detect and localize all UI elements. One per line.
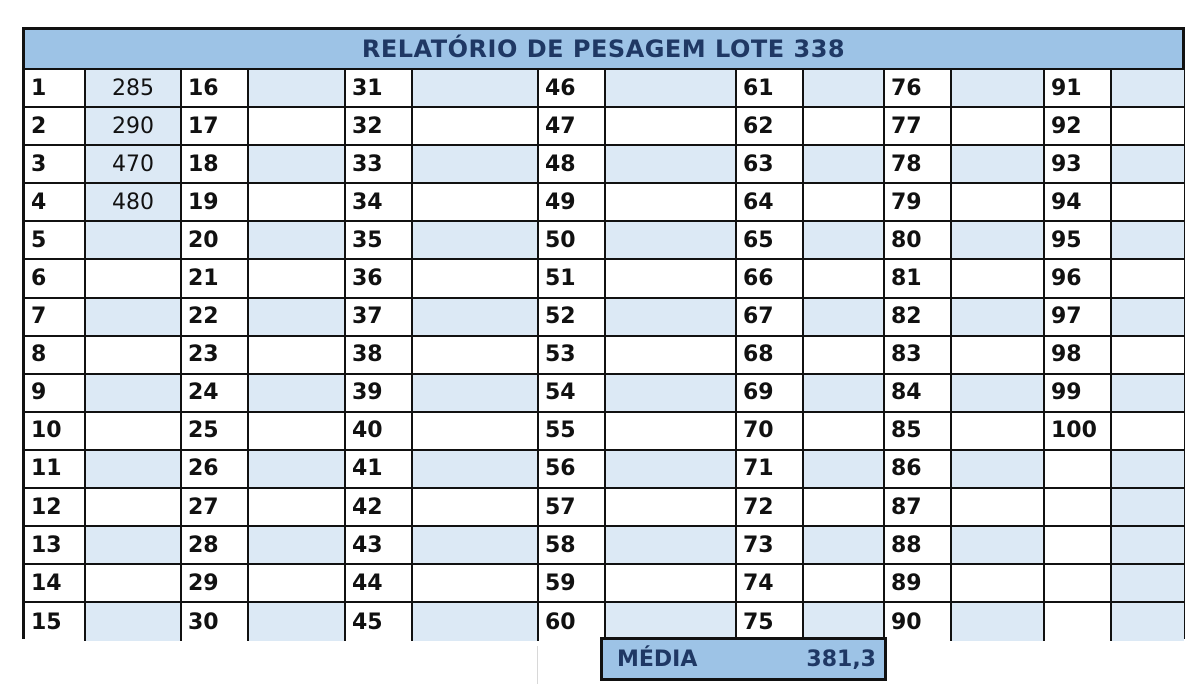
weight-cell <box>606 70 737 108</box>
row-number: 58 <box>539 527 606 565</box>
weight-cell <box>804 565 885 603</box>
row-number: 84 <box>885 375 952 413</box>
weight-cell <box>86 337 182 375</box>
weight-cell <box>249 146 346 184</box>
average-label: MÉDIA <box>617 646 698 672</box>
weight-cell <box>952 146 1045 184</box>
weight-cell: 285 <box>86 70 182 108</box>
weight-cell <box>249 108 346 146</box>
weight-cell <box>413 108 539 146</box>
weight-cell <box>804 184 885 222</box>
weight-cell <box>606 375 737 413</box>
weight-cell <box>1112 451 1184 489</box>
weight-cell <box>86 489 182 527</box>
row-number: 82 <box>885 299 952 337</box>
weight-cell: 480 <box>86 184 182 222</box>
weight-cell <box>249 70 346 108</box>
weight-cell <box>606 146 737 184</box>
row-number: 49 <box>539 184 606 222</box>
weight-cell <box>804 260 885 298</box>
row-number: 39 <box>346 375 413 413</box>
weight-cell <box>606 489 737 527</box>
weight-cell <box>413 146 539 184</box>
row-number: 87 <box>885 489 952 527</box>
row-number: 34 <box>346 184 413 222</box>
row-number: 54 <box>539 375 606 413</box>
row-number: 33 <box>346 146 413 184</box>
weight-cell <box>804 70 885 108</box>
weight-cell <box>249 337 346 375</box>
row-number: 21 <box>182 260 249 298</box>
row-number: 66 <box>737 260 804 298</box>
row-number: 89 <box>885 565 952 603</box>
weight-cell <box>249 603 346 641</box>
weight-cell <box>249 565 346 603</box>
weight-cell <box>804 603 885 641</box>
weight-cell <box>606 603 737 641</box>
row-number: 31 <box>346 70 413 108</box>
weight-cell <box>249 375 346 413</box>
row-number: 65 <box>737 222 804 260</box>
row-number: 56 <box>539 451 606 489</box>
row-number: 43 <box>346 527 413 565</box>
weight-cell <box>606 108 737 146</box>
row-number: 12 <box>25 489 86 527</box>
weight-cell <box>952 489 1045 527</box>
weight-cell <box>952 70 1045 108</box>
weight-cell <box>413 260 539 298</box>
weight-cell <box>804 222 885 260</box>
row-number: 91 <box>1045 70 1112 108</box>
row-number <box>1045 603 1112 641</box>
weight-cell <box>952 337 1045 375</box>
row-number: 7 <box>25 299 86 337</box>
weight-cell <box>952 565 1045 603</box>
row-number: 42 <box>346 489 413 527</box>
row-number <box>1045 489 1112 527</box>
weight-cell <box>952 108 1045 146</box>
row-number: 45 <box>346 603 413 641</box>
row-number: 76 <box>885 70 952 108</box>
row-number: 77 <box>885 108 952 146</box>
row-number: 93 <box>1045 146 1112 184</box>
row-number: 53 <box>539 337 606 375</box>
row-number: 5 <box>25 222 86 260</box>
row-number: 72 <box>737 489 804 527</box>
row-number: 73 <box>737 527 804 565</box>
row-number: 28 <box>182 527 249 565</box>
weight-cell <box>1112 70 1184 108</box>
row-number: 44 <box>346 565 413 603</box>
row-number: 64 <box>737 184 804 222</box>
weight-cell <box>86 260 182 298</box>
row-number <box>1045 527 1112 565</box>
row-number: 97 <box>1045 299 1112 337</box>
row-number <box>1045 565 1112 603</box>
weight-cell <box>804 375 885 413</box>
row-number: 70 <box>737 413 804 451</box>
row-number: 79 <box>885 184 952 222</box>
weight-cell <box>804 337 885 375</box>
weight-cell <box>952 375 1045 413</box>
row-number: 22 <box>182 299 249 337</box>
weight-cell <box>413 222 539 260</box>
row-number: 30 <box>182 603 249 641</box>
weight-cell <box>952 184 1045 222</box>
weight-cell <box>86 603 182 641</box>
weight-cell <box>413 184 539 222</box>
divider <box>537 646 538 684</box>
weight-cell <box>804 489 885 527</box>
row-number: 57 <box>539 489 606 527</box>
weight-cell: 470 <box>86 146 182 184</box>
weight-cell <box>1112 146 1184 184</box>
weight-cell <box>606 260 737 298</box>
row-number: 19 <box>182 184 249 222</box>
weight-cell <box>1112 108 1184 146</box>
weight-cell <box>249 489 346 527</box>
row-number: 41 <box>346 451 413 489</box>
weight-cell <box>606 299 737 337</box>
weight-cell <box>952 527 1045 565</box>
weight-cell <box>606 337 737 375</box>
row-number: 67 <box>737 299 804 337</box>
weight-cell <box>804 146 885 184</box>
weight-cell <box>1112 260 1184 298</box>
row-number: 2 <box>25 108 86 146</box>
weight-cell <box>249 527 346 565</box>
row-number: 50 <box>539 222 606 260</box>
weight-cell <box>804 299 885 337</box>
weight-cell <box>952 222 1045 260</box>
row-number: 95 <box>1045 222 1112 260</box>
weight-cell <box>606 413 737 451</box>
weight-cell <box>413 565 539 603</box>
weight-cell <box>1112 222 1184 260</box>
row-number <box>1045 451 1112 489</box>
row-number: 35 <box>346 222 413 260</box>
row-number: 26 <box>182 451 249 489</box>
weight-cell <box>606 451 737 489</box>
row-number: 27 <box>182 489 249 527</box>
row-number: 55 <box>539 413 606 451</box>
weighing-report-table <box>22 27 1185 639</box>
row-number: 88 <box>885 527 952 565</box>
row-number: 23 <box>182 337 249 375</box>
row-number: 96 <box>1045 260 1112 298</box>
weight-cell <box>804 413 885 451</box>
row-number: 8 <box>25 337 86 375</box>
weight-cell <box>606 222 737 260</box>
weight-cell <box>952 451 1045 489</box>
weight-cell <box>1112 603 1184 641</box>
row-number: 10 <box>25 413 86 451</box>
weight-cell <box>413 70 539 108</box>
row-number: 13 <box>25 527 86 565</box>
weight-cell <box>1112 299 1184 337</box>
weight-cell <box>413 489 539 527</box>
weight-cell <box>249 184 346 222</box>
row-number: 24 <box>182 375 249 413</box>
weight-cell <box>86 413 182 451</box>
row-number: 68 <box>737 337 804 375</box>
row-number: 74 <box>737 565 804 603</box>
weight-cell <box>1112 184 1184 222</box>
row-number: 62 <box>737 108 804 146</box>
row-number: 36 <box>346 260 413 298</box>
weight-cell <box>413 603 539 641</box>
weight-cell <box>952 413 1045 451</box>
weight-cell <box>86 299 182 337</box>
row-number: 92 <box>1045 108 1112 146</box>
weight-cell <box>413 375 539 413</box>
row-number: 69 <box>737 375 804 413</box>
weight-cell <box>606 527 737 565</box>
weight-cell <box>249 413 346 451</box>
row-number: 6 <box>25 260 86 298</box>
row-number: 17 <box>182 108 249 146</box>
row-number: 99 <box>1045 375 1112 413</box>
row-number: 100 <box>1045 413 1112 451</box>
row-number: 52 <box>539 299 606 337</box>
row-number: 29 <box>182 565 249 603</box>
row-number: 90 <box>885 603 952 641</box>
average-box <box>600 637 887 681</box>
weight-cell <box>86 565 182 603</box>
weight-cell <box>249 260 346 298</box>
row-number: 40 <box>346 413 413 451</box>
row-number: 48 <box>539 146 606 184</box>
row-number: 3 <box>25 146 86 184</box>
weight-cell <box>413 299 539 337</box>
row-number: 59 <box>539 565 606 603</box>
weight-cell <box>249 451 346 489</box>
weight-cell <box>249 299 346 337</box>
row-number: 81 <box>885 260 952 298</box>
weight-cell <box>86 375 182 413</box>
row-number: 51 <box>539 260 606 298</box>
row-number: 37 <box>346 299 413 337</box>
weight-cell <box>804 451 885 489</box>
weight-cell <box>413 337 539 375</box>
weight-cell <box>1112 527 1184 565</box>
row-number: 63 <box>737 146 804 184</box>
row-number: 38 <box>346 337 413 375</box>
row-number: 16 <box>182 70 249 108</box>
row-number: 46 <box>539 70 606 108</box>
row-number: 85 <box>885 413 952 451</box>
weight-cell <box>804 527 885 565</box>
average-value: 381,3 <box>806 646 876 672</box>
weight-cell: 290 <box>86 108 182 146</box>
row-number: 11 <box>25 451 86 489</box>
row-number: 32 <box>346 108 413 146</box>
row-number: 78 <box>885 146 952 184</box>
weight-cell <box>86 451 182 489</box>
weight-cell <box>952 603 1045 641</box>
row-number: 14 <box>25 565 86 603</box>
weight-cell <box>86 527 182 565</box>
weight-cell <box>1112 337 1184 375</box>
row-number: 18 <box>182 146 249 184</box>
row-number: 98 <box>1045 337 1112 375</box>
row-number: 71 <box>737 451 804 489</box>
weight-cell <box>952 299 1045 337</box>
row-number: 9 <box>25 375 86 413</box>
weights-grid <box>25 70 1182 641</box>
row-number: 20 <box>182 222 249 260</box>
weight-cell <box>606 565 737 603</box>
weight-cell <box>249 222 346 260</box>
row-number: 80 <box>885 222 952 260</box>
row-number: 86 <box>885 451 952 489</box>
row-number: 47 <box>539 108 606 146</box>
row-number: 60 <box>539 603 606 641</box>
row-number: 83 <box>885 337 952 375</box>
weight-cell <box>413 527 539 565</box>
weight-cell <box>606 184 737 222</box>
weight-cell <box>1112 375 1184 413</box>
weight-cell <box>1112 565 1184 603</box>
weight-cell <box>1112 489 1184 527</box>
weight-cell <box>86 222 182 260</box>
row-number: 4 <box>25 184 86 222</box>
weight-cell <box>413 413 539 451</box>
weight-cell <box>804 108 885 146</box>
row-number: 94 <box>1045 184 1112 222</box>
weight-cell <box>413 451 539 489</box>
row-number: 75 <box>737 603 804 641</box>
weight-cell <box>952 260 1045 298</box>
row-number: 15 <box>25 603 86 641</box>
weight-cell <box>1112 413 1184 451</box>
row-number: 1 <box>25 70 86 108</box>
report-title: RELATÓRIO DE PESAGEM LOTE 338 <box>25 30 1182 70</box>
row-number: 61 <box>737 70 804 108</box>
row-number: 25 <box>182 413 249 451</box>
